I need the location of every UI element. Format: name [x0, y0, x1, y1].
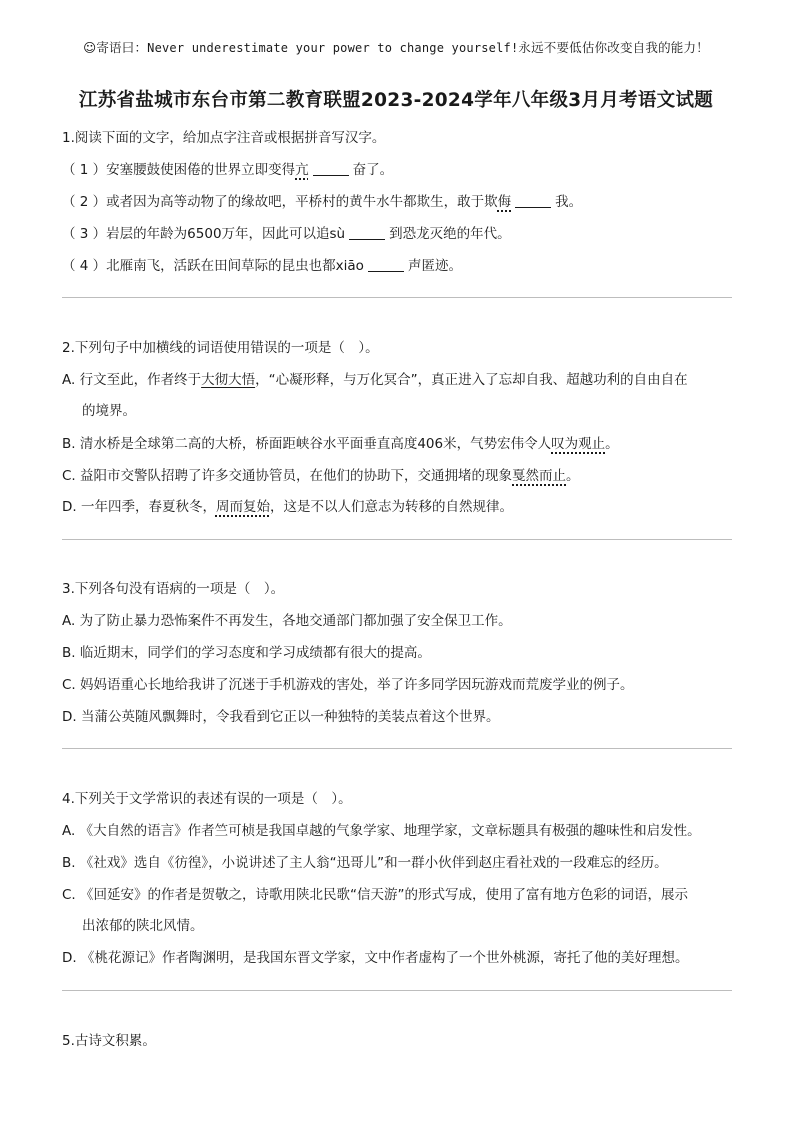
- q1-item-4: （ 4 ）北雁南飞，活跃在田间草际的昆虫也都xiāo 声匿迹。: [62, 258, 462, 274]
- q1-item-2: （ 2 ）或者因为高等动物了的缘故吧，平桥村的黄牛水牛都欺生，敢于欺侮 我。: [62, 194, 583, 210]
- dotted-term: 周而复始: [215, 499, 270, 515]
- dotted-term: 戛然而止: [512, 468, 567, 484]
- q4-stem: 4.下列关于文学常识的表述有误的一项是（ ）。: [62, 791, 352, 807]
- section-divider: [62, 539, 732, 540]
- q1-item-1: （ 1 ）安塞腰鼓使困倦的世界立即变得亢 奋了。: [62, 162, 394, 178]
- q3-option-d[interactable]: D. 当蒲公英随风飘舞时，令我看到它正以一种独特的美装点着这个世界。: [62, 709, 500, 725]
- q2-option-b[interactable]: B. 清水桥是全球第二高的大桥，桥面距峡谷水平面垂直高度406米，气势宏伟令人叹为观止。: [62, 436, 619, 452]
- answer-blank[interactable]: [349, 225, 385, 240]
- page-title: 江苏省盐城市东台市第二教育联盟2023-2024学年八年级3月月考语文试题: [78, 90, 714, 111]
- section-divider: [62, 297, 732, 298]
- dotted-char: 侮: [497, 194, 512, 210]
- section-divider: [62, 748, 732, 749]
- section-divider: [62, 990, 732, 991]
- motto-prefix: ☺寄语曰：: [83, 40, 148, 55]
- answer-blank[interactable]: [515, 193, 551, 208]
- q2-option-a-cont: 的境界。: [82, 403, 136, 419]
- q4-option-c-cont: 出浓郁的陕北风情。: [82, 918, 204, 934]
- motto-english: Never underestimate your power to change yourself!: [147, 41, 519, 55]
- q2-option-c[interactable]: C. 益阳市交警队招聘了许多交通协管员，在他们的协助下，交通拥堵的现象戛然而止。: [62, 468, 580, 484]
- motto-chinese: 永远不要低估你改变自我的能力！: [518, 40, 709, 55]
- dotted-term: 叹为观止: [551, 436, 606, 452]
- q2-option-a[interactable]: A. 行文至此，作者终于大彻大悟，“心凝形释，与万化冥合”，真正进入了忘却自我、超越功利的自由自在: [62, 372, 688, 388]
- q3-option-b[interactable]: B. 临近期末，同学们的学习态度和学习成绩都有很大的提高。: [62, 645, 431, 661]
- dotted-char: 亢: [295, 162, 309, 178]
- q1-stem: 1.阅读下面的文字，给加点字注音或根据拼音写汉字。: [62, 130, 386, 146]
- q2-option-d[interactable]: D. 一年四季，春夏秋冬，周而复始，这是不以人们意志为转移的自然规律。: [62, 499, 513, 515]
- q3-option-c[interactable]: C. 妈妈语重心长地给我讲了沉迷于手机游戏的害处，举了许多同学因玩游戏而荒废学业的例子。: [62, 677, 634, 693]
- answer-blank[interactable]: [313, 161, 349, 176]
- q4-option-c[interactable]: C. 《回延安》的作者是贺敬之，诗歌用陕北民歌“信天游”的形式写成，使用了富有地方色彩的词语，展示: [62, 887, 688, 903]
- header-motto: [0, 38, 792, 56]
- q4-option-d[interactable]: D. 《桃花源记》作者陶渊明，是我国东晋文学家，文中作者虚构了一个世外桃源，寄托了他的美好理想。: [62, 950, 689, 966]
- answer-blank[interactable]: [368, 257, 404, 272]
- q5-stem: 5.古诗文积累。: [62, 1033, 156, 1049]
- q2-stem: 2.下列句子中加横线的词语使用错误的一项是（ ）。: [62, 340, 379, 356]
- q3-stem: 3.下列各句没有语病的一项是（ ）。: [62, 581, 285, 597]
- q1-item-3: （ 3 ）岩层的年龄为6500万年，因此可以追sù 到恐龙灭绝的年代。: [62, 226, 511, 242]
- q4-option-a[interactable]: A. 《大自然的语言》作者竺可桢是我国卓越的气象学家、地理学家，文章标题具有极强的趣味性和启发性。: [62, 823, 701, 839]
- q3-option-a[interactable]: A. 为了防止暴力恐怖案件不再发生，各地交通部门都加强了安全保卫工作。: [62, 613, 512, 629]
- underlined-term: 大彻大悟: [201, 372, 256, 388]
- q4-option-b[interactable]: B. 《社戏》选自《彷徨》，小说讲述了主人翁“迅哥儿”和一群小伙伴到赵庄看社戏的一段难忘的经历。: [62, 855, 668, 871]
